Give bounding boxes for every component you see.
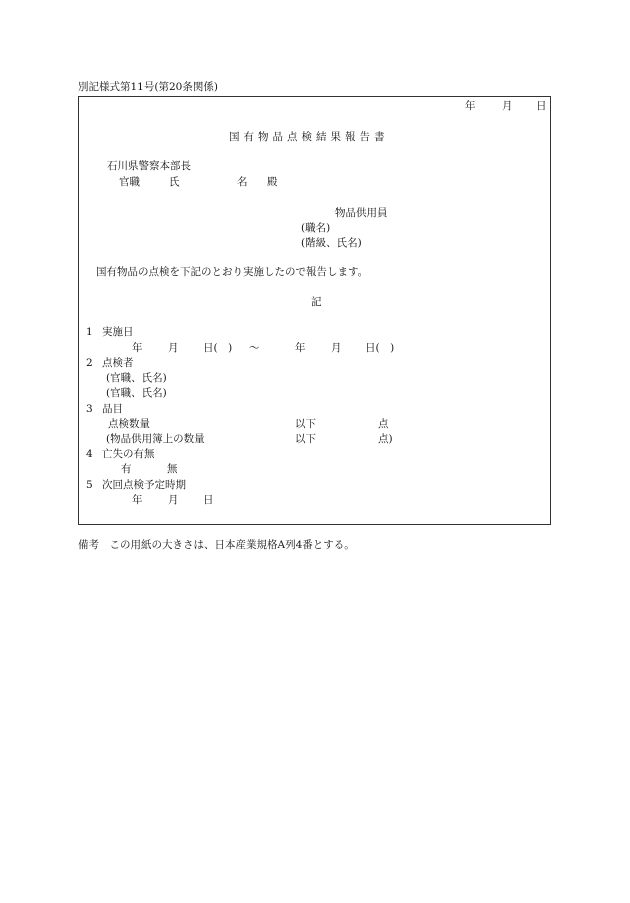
s1-day-1: 日( ) <box>203 342 233 354</box>
addressee-given-name: 名 <box>237 176 248 188</box>
section-5-label: 次回点検予定時期 <box>102 479 186 491</box>
s5-month: 月 <box>168 494 179 506</box>
s1-month-1: 月 <box>168 342 179 354</box>
document-title: 国有物品点検結果報告書 <box>229 131 389 143</box>
s4-yes: 有 <box>121 463 132 475</box>
date-day: 日 <box>536 100 547 112</box>
section-4-label: 亡失の有無 <box>102 448 155 460</box>
section-4-number: 4 <box>86 448 93 460</box>
s1-tilde: 〜 <box>249 342 260 354</box>
statement-text: 国有物品の点検を下記のとおり実施したので報告します。 <box>96 266 369 278</box>
s3-count-below: 以下 <box>295 418 316 430</box>
section-1-label: 実施日 <box>102 326 134 338</box>
date-year: 年 <box>465 100 476 112</box>
s2-inspector-1: (官職、氏名) <box>106 372 167 384</box>
s5-year: 年 <box>132 494 143 506</box>
s3-ledger-unit: 点) <box>378 433 393 445</box>
form-frame <box>78 96 551 525</box>
ki-heading: 記 <box>311 296 322 308</box>
date-month: 月 <box>502 100 513 112</box>
addressee-position: 官職 <box>119 176 140 188</box>
s5-day: 日 <box>203 494 214 506</box>
section-2-number: 2 <box>86 357 93 369</box>
section-3-label: 品目 <box>102 403 123 415</box>
s3-ledger-below: 以下 <box>295 433 316 445</box>
section-5-number: 5 <box>86 479 93 491</box>
addressee-surname: 氏 <box>169 176 180 188</box>
addressee-honorific: 殿 <box>267 176 278 188</box>
sender-rank-name: (階級、氏名) <box>301 237 362 249</box>
addressee-org: 石川県警察本部長 <box>107 160 191 172</box>
s1-day-2: 日( ) <box>365 342 395 354</box>
s1-month-2: 月 <box>331 342 342 354</box>
s4-no: 無 <box>167 463 178 475</box>
sender-job-title: (職名) <box>301 222 331 234</box>
section-3-number: 3 <box>86 403 93 415</box>
s3-count-label: 点検数量 <box>108 418 150 430</box>
sender-role: 物品供用員 <box>335 207 388 219</box>
form-number-label: 別記様式第11号(第20条関係) <box>78 81 218 93</box>
s1-year-2: 年 <box>295 342 306 354</box>
section-1-number: 1 <box>86 326 93 338</box>
s1-year-1: 年 <box>132 342 143 354</box>
s3-ledger-label: (物品供用簿上の数量 <box>106 433 205 445</box>
s3-count-unit: 点 <box>378 418 389 430</box>
section-2-label: 点検者 <box>102 357 134 369</box>
footnote: 備考 この用紙の大きさは、日本産業規格A列4番とする。 <box>78 539 355 551</box>
s2-inspector-2: (官職、氏名) <box>106 387 167 399</box>
